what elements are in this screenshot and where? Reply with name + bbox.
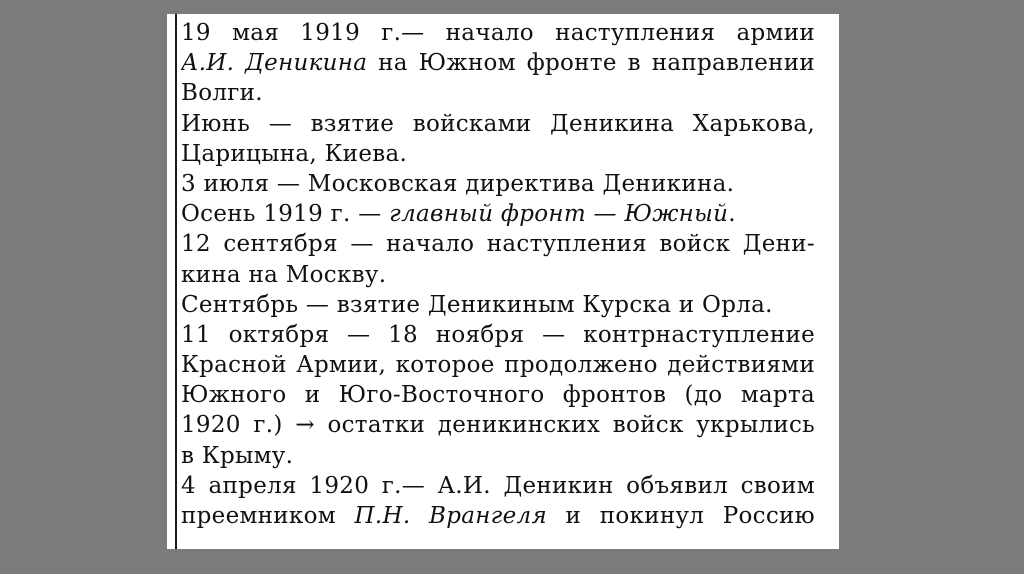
text-line: [181, 441, 815, 471]
text-line: [181, 139, 815, 169]
text-line: [181, 169, 815, 199]
text-line: [181, 471, 815, 501]
text-line: [181, 48, 815, 78]
text-line: [181, 410, 815, 440]
chronology-entry: [181, 199, 815, 229]
chronology-entry: [181, 109, 815, 169]
chronology-entry: [181, 290, 815, 320]
chronology-entry: [181, 169, 815, 199]
text-segment: .: [728, 201, 736, 228]
text-line: [181, 501, 815, 531]
text-line: [181, 260, 815, 290]
text-line: [181, 320, 815, 350]
text-segment: 3 июля — Московская директива Деникина.: [181, 170, 735, 197]
text-segment: Южного и Юго-Восточного фронтов (до марта: [181, 382, 815, 409]
text-segment: кина на Москву.: [181, 261, 387, 288]
text-line: [181, 199, 815, 229]
italic-text-segment: главный фронт — Южный: [389, 201, 729, 228]
text-segment: в Крыму.: [181, 442, 294, 469]
text-segment: Осень 1919 г. —: [181, 201, 390, 228]
chronology-entry: [181, 320, 815, 471]
chronology-entry: [181, 18, 815, 109]
text-segment: 12 сентября — начало наступления войск Дени-: [181, 231, 815, 258]
text-segment: преемником: [181, 503, 355, 529]
scanned-page: [167, 14, 839, 549]
text-line: [181, 109, 815, 139]
text-segment: Июнь — взятие войсками Деникина Харькова,: [181, 110, 815, 137]
chronology-entry: [181, 471, 815, 531]
text-segment: Сентябрь — взятие Деникиным Курска и Орла.: [181, 291, 773, 318]
text-segment: 4 апреля 1920 г.— А.И. Деникин объявил своим: [181, 472, 815, 499]
text-segment: на Южном фронте в направлении: [367, 50, 815, 77]
text-line: [181, 78, 815, 108]
text-line: [181, 380, 815, 410]
chronology-text: [181, 18, 815, 531]
page-edge-line: [175, 14, 177, 549]
text-line: [181, 18, 815, 48]
text-segment: и покинул Россию: [547, 503, 815, 529]
text-segment: Царицына, Киева.: [181, 140, 408, 167]
italic-text-segment: А.И. Деникина: [181, 50, 368, 77]
text-segment: 11 октября — 18 ноября — контрнаступление: [181, 321, 815, 348]
text-segment: 1920 г.) → остатки деникинских войск укрылись: [181, 412, 815, 439]
italic-text-segment: П.Н. Врангеля: [354, 503, 547, 529]
text-segment: Красной Армии, которое продолжено действиями: [181, 352, 815, 379]
text-line: [181, 229, 815, 259]
text-segment: 19 мая 1919 г.— начало наступления армии: [181, 20, 815, 46]
chronology-entry: [181, 229, 815, 289]
text-line: [181, 290, 815, 320]
text-line: [181, 350, 815, 380]
text-segment: Волги.: [181, 80, 263, 107]
